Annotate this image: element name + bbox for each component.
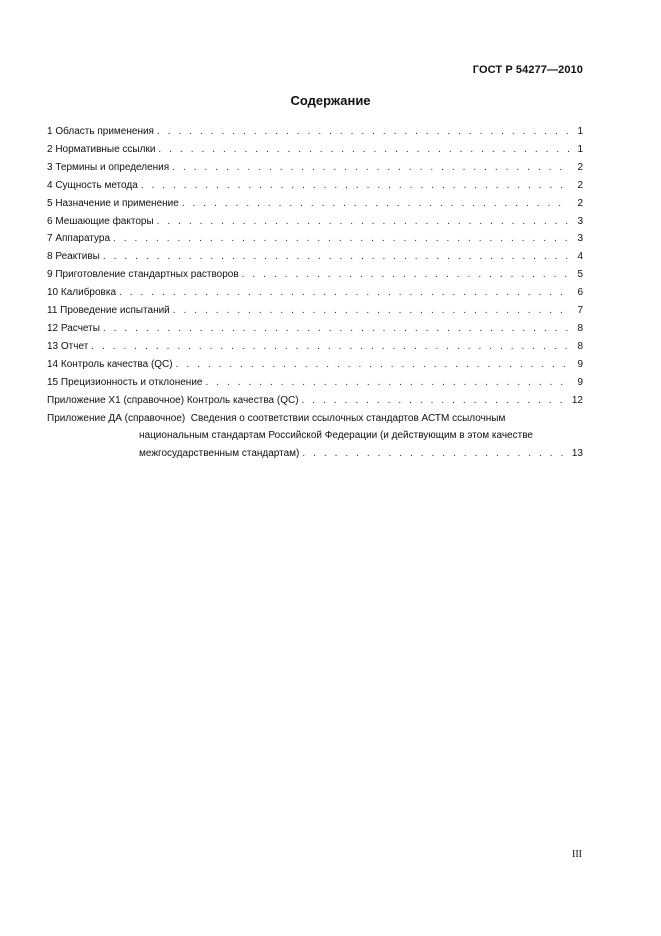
toc-entry-label: Приложение Х1 (справочное) Контроль качества (QC) bbox=[47, 394, 299, 406]
toc-leader-dots bbox=[302, 445, 568, 463]
toc-entry-page: 2 bbox=[577, 161, 583, 173]
toc-entry-11[interactable] bbox=[47, 302, 583, 320]
toc-entry-label: 14 Контроль качества (QC) bbox=[47, 358, 173, 370]
toc-entry-2[interactable] bbox=[47, 141, 583, 159]
appendix-da-label: Приложение ДА (справочное) bbox=[47, 412, 186, 424]
toc-leader-dots bbox=[302, 392, 569, 410]
toc-entry-label: 10 Калибровка bbox=[47, 287, 117, 299]
toc-entry-3[interactable] bbox=[47, 159, 583, 177]
toc-entry-page: 2 bbox=[577, 197, 583, 209]
toc-entry-14[interactable] bbox=[47, 356, 583, 374]
toc-entry-label: 1 Область применения bbox=[47, 126, 154, 137]
toc-entry-label: 2 Нормативные ссылки bbox=[47, 143, 156, 155]
toc-entry-label: 6 Мешающие факторы bbox=[47, 215, 154, 227]
toc-entry-label: 11 Проведение испытаний bbox=[47, 305, 170, 317]
toc-entry-label: 3 Термины и определения bbox=[47, 161, 170, 173]
toc-entry-page: 4 bbox=[577, 251, 583, 263]
toc-entry-7[interactable] bbox=[47, 230, 583, 248]
toc-entry-15[interactable] bbox=[47, 374, 583, 392]
toc-entry-label: 12 Расчеты bbox=[47, 322, 100, 334]
toc-leader-dots bbox=[182, 195, 570, 213]
table-of-contents bbox=[47, 123, 583, 463]
page-title: Содержание bbox=[290, 93, 371, 108]
toc-leader-dots bbox=[172, 159, 570, 177]
toc-leader-dots bbox=[113, 230, 570, 248]
toc-leader-dots bbox=[173, 302, 570, 320]
toc-leader-dots bbox=[141, 177, 570, 195]
toc-leader-dots bbox=[157, 123, 570, 141]
toc-entry-page: 6 bbox=[577, 287, 583, 299]
toc-entry-label: 8 Реактивы bbox=[47, 251, 100, 263]
toc-entry-label: 13 Отчет bbox=[47, 340, 89, 352]
toc-entry-6[interactable] bbox=[47, 213, 583, 231]
toc-entry-page: 2 bbox=[577, 179, 583, 191]
toc-leader-dots bbox=[157, 213, 570, 231]
toc-leader-dots bbox=[103, 248, 570, 266]
toc-entry-label: 4 Сущность метода bbox=[47, 179, 138, 191]
toc-entry-1[interactable] bbox=[47, 123, 583, 141]
toc-entry-label: 15 Прецизионность и отклонение bbox=[47, 376, 203, 388]
toc-entry-page: 1 bbox=[577, 126, 583, 137]
toc-entry-8[interactable] bbox=[47, 248, 583, 266]
toc-leader-dots bbox=[119, 284, 570, 302]
toc-entry-page: 8 bbox=[577, 322, 583, 334]
toc-leader-dots bbox=[103, 320, 570, 338]
appendix-da-title-line-2: национальным стандартам Российской Федерации (и действующим в этом качестве bbox=[139, 430, 533, 442]
appendix-da-title-line-3: межгосударственным стандартам) bbox=[139, 448, 300, 460]
toc-entry-label: 7 Аппаратура bbox=[47, 233, 111, 245]
toc-entry-5[interactable] bbox=[47, 195, 583, 213]
toc-leader-dots bbox=[242, 266, 570, 284]
toc-entry-page: 7 bbox=[577, 305, 583, 317]
appendix-da-title-line-1: Сведения о соответствии ссылочных стандартов АСТМ ссылочным bbox=[185, 412, 506, 424]
toc-entry-page: 8 bbox=[577, 340, 583, 352]
toc-entry-13[interactable] bbox=[47, 338, 583, 356]
toc-entry-appendix-da[interactable] bbox=[47, 410, 583, 464]
toc-entry-9[interactable] bbox=[47, 266, 583, 284]
page-number: III bbox=[572, 849, 582, 860]
toc-entry-page: 12 bbox=[571, 394, 583, 406]
toc-entry-page: 3 bbox=[577, 233, 583, 245]
document-code-header: ГОСТ Р 54277—2010 bbox=[472, 64, 583, 76]
toc-entry-10[interactable] bbox=[47, 284, 583, 302]
toc-entry-label: 5 Назначение и применение bbox=[47, 197, 179, 209]
toc-entry-page: 5 bbox=[577, 269, 583, 281]
toc-entry-page: 1 bbox=[577, 143, 583, 155]
toc-entry-12[interactable] bbox=[47, 320, 583, 338]
toc-entry-label: 9 Приготовление стандартных растворов bbox=[47, 269, 239, 281]
toc-entry-appendix-x1[interactable] bbox=[47, 392, 583, 410]
toc-entry-4[interactable] bbox=[47, 177, 583, 195]
toc-leader-dots bbox=[158, 141, 570, 159]
toc-leader-dots bbox=[205, 374, 570, 392]
toc-entry-page: 3 bbox=[577, 215, 583, 227]
toc-entry-page: 13 bbox=[571, 448, 583, 460]
toc-leader-dots bbox=[91, 338, 570, 356]
toc-entry-page: 9 bbox=[577, 376, 583, 388]
toc-leader-dots bbox=[176, 356, 570, 374]
toc-entry-page: 9 bbox=[577, 358, 583, 370]
